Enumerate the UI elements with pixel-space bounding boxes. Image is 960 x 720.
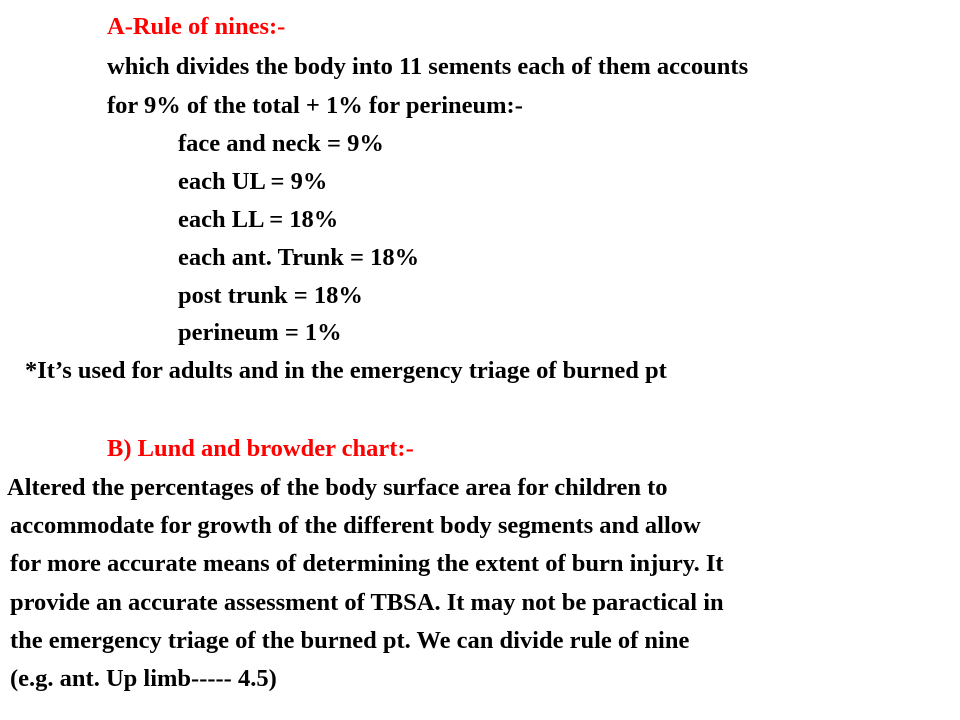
- list-item: post trunk = 18%: [178, 282, 363, 309]
- paragraph-line: for more accurate means of determining the extent of burn injury. It: [10, 550, 724, 577]
- list-item: face and neck = 9%: [178, 130, 384, 157]
- paragraph-line: Altered the percentages of the body surface area for children to: [7, 474, 668, 501]
- paragraph-line: provide an accurate assessment of TBSA. It may not be paractical in: [10, 589, 724, 616]
- paragraph-line: (e.g. ant. Up limb----- 4.5): [10, 665, 277, 692]
- section-a-intro-line-1: which divides the body into 11 sements each of them accounts: [107, 53, 749, 80]
- section-a-heading: A-Rule of nines:-: [107, 13, 286, 40]
- list-item: perineum = 1%: [178, 319, 342, 346]
- section-b-heading: B) Lund and browder chart:-: [107, 435, 414, 462]
- paragraph-line: the emergency triage of the burned pt. We can divide rule of nine: [10, 627, 690, 654]
- list-item: each UL = 9%: [178, 168, 328, 195]
- section-a-note: *It’s used for adults and in the emergency triage of burned pt: [25, 357, 667, 384]
- list-item: each LL = 18%: [178, 206, 339, 233]
- list-item: each ant. Trunk = 18%: [178, 244, 420, 271]
- paragraph-line: accommodate for growth of the different body segments and allow: [10, 512, 701, 539]
- section-a-intro-line-2: for 9% of the total + 1% for perineum:-: [107, 92, 523, 119]
